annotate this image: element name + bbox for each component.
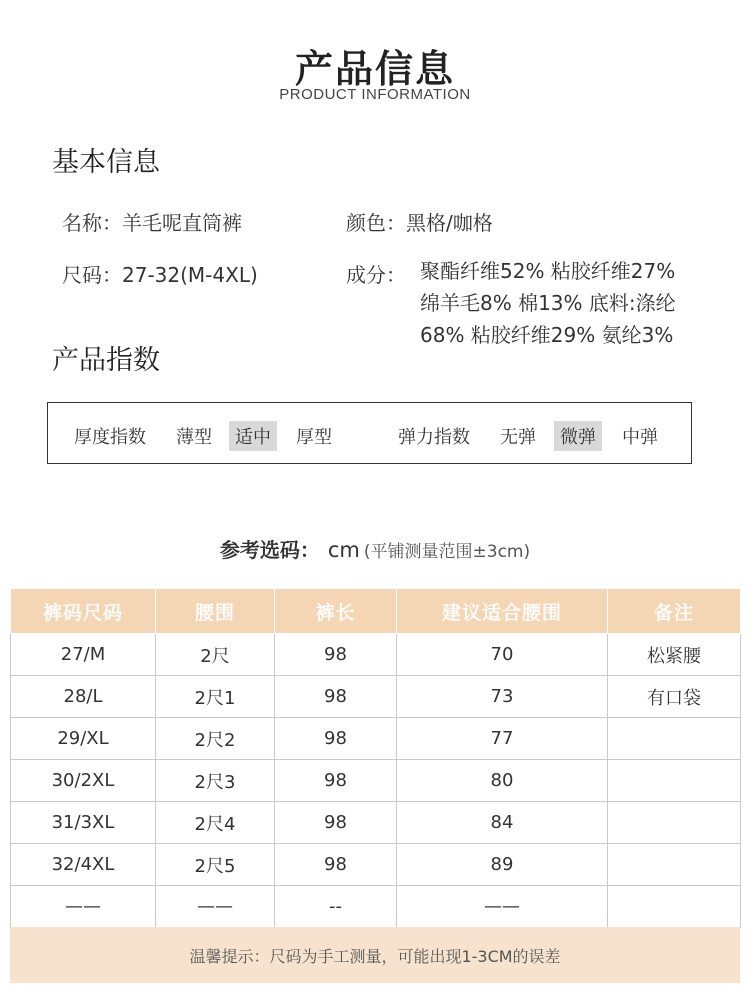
product-size-range: 尺码：27-32(M-4XL) [62, 263, 258, 287]
elasticity-option-selected: 微弹 [554, 421, 602, 451]
table-cell: 29/XL [11, 718, 156, 760]
table-row [11, 844, 741, 886]
table-cell: 80 [397, 760, 608, 802]
product-name: 名称：羊毛呢直筒裤 [62, 211, 242, 235]
size-table [10, 588, 741, 928]
reference-label: 参考选码： [219, 538, 320, 562]
table-row [11, 718, 741, 760]
composition-line: 68% 粘胶纤维29% 氨纶3% [420, 323, 674, 347]
table-cell: 77 [397, 718, 608, 760]
reference-size-line [0, 534, 750, 563]
table-cell: 2尺 [156, 634, 275, 676]
table-cell: 2尺3 [156, 760, 275, 802]
table-row [11, 676, 741, 718]
table-cell [608, 802, 741, 844]
table-cell: 2尺2 [156, 718, 275, 760]
table-row [11, 886, 741, 928]
elasticity-option: 无弹 [500, 427, 536, 448]
column-header: 备注 [608, 589, 741, 634]
column-header: 裤码尺码 [11, 589, 156, 634]
table-cell: 98 [275, 844, 397, 886]
table-cell: 84 [397, 802, 608, 844]
composition-label: 成分： [346, 263, 406, 287]
table-cell: 有口袋 [608, 676, 741, 718]
table-cell: 70 [397, 634, 608, 676]
basic-info-heading: 基本信息 [52, 147, 160, 178]
table-cell: 73 [397, 676, 608, 718]
thickness-label: 厚度指数 [74, 427, 146, 448]
table-cell: 30/2XL [11, 760, 156, 802]
tip-text: 温馨提示：尺码为手工测量，可能出现1-3CM的误差 [189, 946, 561, 966]
page-title: 产品信息 [294, 47, 455, 91]
table-cell [608, 760, 741, 802]
column-header: 裤长 [275, 589, 397, 634]
elasticity-label: 弹力指数 [398, 427, 470, 448]
table-cell: 27/M [11, 634, 156, 676]
table-cell [608, 886, 741, 928]
table-cell: —— [11, 886, 156, 928]
table-cell: 98 [275, 802, 397, 844]
product-color: 颜色：黑格/咖格 [346, 211, 493, 235]
measurement-tip [10, 927, 740, 983]
table-cell: —— [397, 886, 608, 928]
reference-note: (平铺测量范围±3cm) [363, 542, 531, 562]
table-cell: -- [275, 886, 397, 928]
table-cell [608, 844, 741, 886]
table-cell: 2尺1 [156, 676, 275, 718]
composition-line: 聚酯纤维52% 粘胶纤维27% [420, 259, 676, 283]
table-row [11, 760, 741, 802]
table-cell: 98 [275, 676, 397, 718]
thickness-option: 薄型 [176, 427, 212, 448]
composition-text [420, 255, 676, 351]
thickness-option: 厚型 [296, 427, 332, 448]
column-header: 建议适合腰围 [397, 589, 608, 634]
table-header-row [11, 589, 741, 634]
elasticity-option: 中弹 [622, 427, 658, 448]
table-row [11, 802, 741, 844]
table-cell: 98 [275, 760, 397, 802]
table-row [11, 634, 741, 676]
thickness-option-selected: 适中 [229, 421, 277, 451]
table-cell: 32/4XL [11, 844, 156, 886]
table-cell: 28/L [11, 676, 156, 718]
index-box [47, 402, 692, 464]
table-cell: 2尺4 [156, 802, 275, 844]
table-cell: 2尺5 [156, 844, 275, 886]
table-cell: —— [156, 886, 275, 928]
table-cell: 98 [275, 718, 397, 760]
page-subtitle: PRODUCT INFORMATION [279, 86, 471, 103]
reference-unit: cm [327, 538, 360, 562]
product-index-heading: 产品指数 [52, 345, 160, 376]
column-header: 腰围 [156, 589, 275, 634]
table-cell: 31/3XL [11, 802, 156, 844]
table-cell [608, 718, 741, 760]
table-cell: 98 [275, 634, 397, 676]
table-cell: 松紧腰 [608, 634, 741, 676]
table-cell: 89 [397, 844, 608, 886]
composition-line: 绵羊毛8% 棉13% 底料:涤纶 [420, 291, 676, 315]
